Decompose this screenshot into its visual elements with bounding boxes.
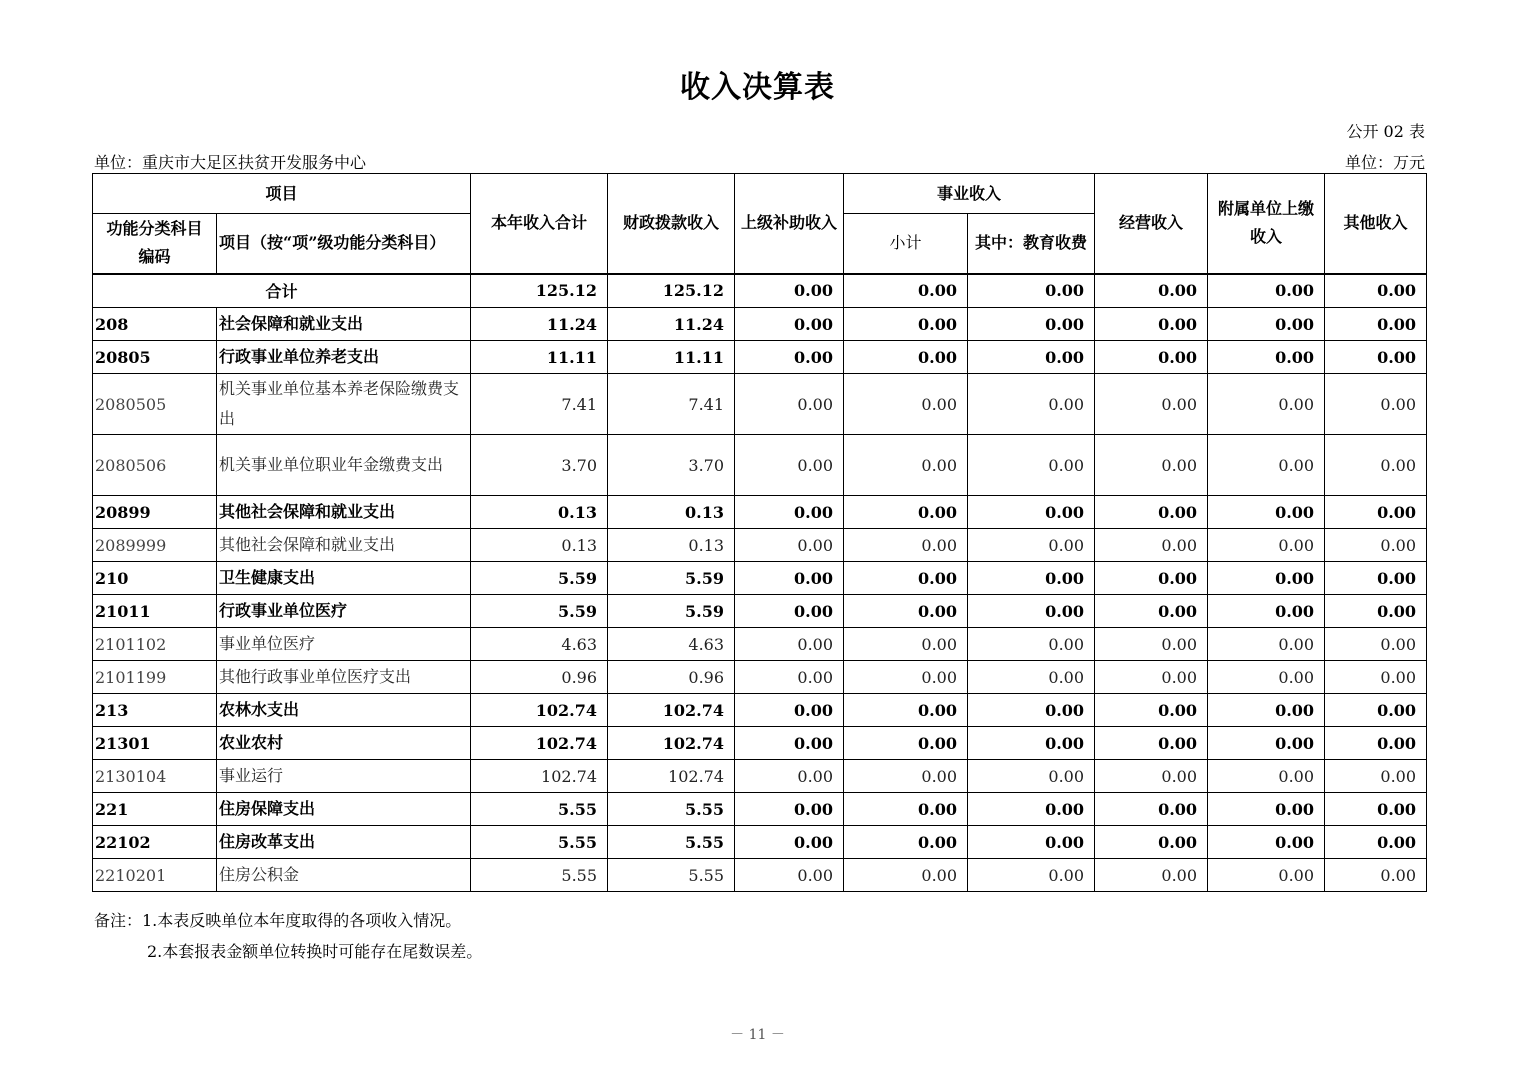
row-value: 7.41 xyxy=(608,374,735,435)
row-value: 11.24 xyxy=(608,308,735,341)
row-name: 卫生健康支出 xyxy=(217,562,471,595)
header-total-income: 本年收入合计 xyxy=(471,174,608,274)
row-code: 20805 xyxy=(93,341,217,374)
row-name: 住房改革支出 xyxy=(217,826,471,859)
total-value: 0.00 xyxy=(968,274,1095,308)
row-value: 102.74 xyxy=(471,727,608,760)
total-value: 125.12 xyxy=(608,274,735,308)
footnote-2: 2.本套报表金额单位转换时可能存在尾数误差。 xyxy=(147,942,483,961)
header-affiliate: 附属单位上缴收入 xyxy=(1208,174,1325,274)
row-value: 0.96 xyxy=(471,661,608,694)
row-value: 0.00 xyxy=(968,374,1095,435)
row-code: 2080506 xyxy=(93,435,217,496)
table-row xyxy=(93,727,1427,760)
row-code: 2080505 xyxy=(93,374,217,435)
row-value: 0.00 xyxy=(844,562,968,595)
row-value: 0.13 xyxy=(608,496,735,529)
row-name: 机关事业单位职业年金缴费支出 xyxy=(217,435,471,496)
row-value: 0.00 xyxy=(1095,760,1208,793)
row-value: 0.00 xyxy=(735,727,844,760)
form-number: 公开 02 表 xyxy=(1346,122,1425,141)
row-value: 0.00 xyxy=(735,859,844,892)
row-value: 0.00 xyxy=(735,562,844,595)
row-code: 21301 xyxy=(93,727,217,760)
row-value: 0.00 xyxy=(1208,727,1325,760)
row-value: 0.00 xyxy=(1095,727,1208,760)
row-value: 5.59 xyxy=(608,562,735,595)
row-name: 其他社会保障和就业支出 xyxy=(217,529,471,562)
reporting-unit: 单位：重庆市大足区扶贫开发服务中心 xyxy=(94,153,367,172)
total-value: 0.00 xyxy=(844,274,968,308)
row-name: 农林水支出 xyxy=(217,694,471,727)
row-value: 0.00 xyxy=(968,694,1095,727)
row-value: 0.00 xyxy=(968,562,1095,595)
row-value: 4.63 xyxy=(608,628,735,661)
row-value: 0.00 xyxy=(735,661,844,694)
table-row xyxy=(93,496,1427,529)
row-value: 0.13 xyxy=(471,496,608,529)
row-value: 0.00 xyxy=(1208,826,1325,859)
table-row xyxy=(93,694,1427,727)
row-code: 213 xyxy=(93,694,217,727)
table-row xyxy=(93,793,1427,826)
row-value: 5.59 xyxy=(471,562,608,595)
row-value: 0.00 xyxy=(1095,793,1208,826)
row-value: 0.00 xyxy=(735,694,844,727)
row-value: 0.00 xyxy=(968,727,1095,760)
table-row xyxy=(93,374,1427,435)
table-row xyxy=(93,308,1427,341)
row-code: 2210201 xyxy=(93,859,217,892)
row-code: 210 xyxy=(93,562,217,595)
table-row xyxy=(93,562,1427,595)
row-value: 0.00 xyxy=(968,826,1095,859)
row-value: 5.55 xyxy=(471,826,608,859)
row-name: 行政事业单位医疗 xyxy=(217,595,471,628)
row-value: 0.00 xyxy=(844,826,968,859)
row-value: 0.00 xyxy=(1208,496,1325,529)
row-value: 0.00 xyxy=(1325,435,1427,496)
row-value: 0.00 xyxy=(1325,859,1427,892)
row-value: 5.55 xyxy=(471,793,608,826)
row-value: 0.00 xyxy=(735,496,844,529)
table-row xyxy=(93,859,1427,892)
row-value: 0.00 xyxy=(1095,435,1208,496)
row-value: 0.00 xyxy=(1095,496,1208,529)
row-value: 0.96 xyxy=(608,661,735,694)
row-value: 0.00 xyxy=(1208,694,1325,727)
table-row xyxy=(93,341,1427,374)
row-code: 2089999 xyxy=(93,529,217,562)
row-value: 0.00 xyxy=(735,374,844,435)
row-value: 0.00 xyxy=(844,694,968,727)
row-value: 0.00 xyxy=(1208,760,1325,793)
row-value: 0.00 xyxy=(968,595,1095,628)
header-education: 其中：教育收费 xyxy=(968,214,1095,274)
table-row xyxy=(93,529,1427,562)
header-other: 其他收入 xyxy=(1325,174,1427,274)
row-name: 农业农村 xyxy=(217,727,471,760)
row-name: 其他社会保障和就业支出 xyxy=(217,496,471,529)
row-value: 0.00 xyxy=(1325,760,1427,793)
table-row xyxy=(93,435,1427,496)
row-value: 7.41 xyxy=(471,374,608,435)
row-value: 0.00 xyxy=(735,435,844,496)
page-number: － 11 － xyxy=(730,1027,785,1043)
page-title: 收入决算表 xyxy=(680,70,835,105)
header-code: 功能分类科目编码 xyxy=(93,214,217,274)
row-name: 住房保障支出 xyxy=(217,793,471,826)
row-value: 0.00 xyxy=(1095,529,1208,562)
row-value: 0.00 xyxy=(968,661,1095,694)
row-value: 3.70 xyxy=(608,435,735,496)
row-value: 0.00 xyxy=(1325,595,1427,628)
row-value: 0.00 xyxy=(844,595,968,628)
row-value: 0.00 xyxy=(1208,308,1325,341)
header-operating: 经营收入 xyxy=(1095,174,1208,274)
row-value: 0.00 xyxy=(844,374,968,435)
row-value: 0.00 xyxy=(735,760,844,793)
row-value: 0.00 xyxy=(968,628,1095,661)
row-value: 0.00 xyxy=(1325,529,1427,562)
row-value: 0.00 xyxy=(844,341,968,374)
row-value: 0.00 xyxy=(735,308,844,341)
row-value: 5.59 xyxy=(608,595,735,628)
row-value: 4.63 xyxy=(471,628,608,661)
row-value: 0.00 xyxy=(1325,727,1427,760)
table-row xyxy=(93,826,1427,859)
footnote-1: 备注：1.本表反映单位本年度取得的各项收入情况。 xyxy=(94,911,462,930)
row-value: 0.00 xyxy=(1208,793,1325,826)
row-value: 0.13 xyxy=(608,529,735,562)
row-value: 0.00 xyxy=(1095,595,1208,628)
row-code: 22102 xyxy=(93,826,217,859)
row-value: 0.00 xyxy=(1208,859,1325,892)
row-value: 0.00 xyxy=(735,628,844,661)
row-value: 0.00 xyxy=(844,496,968,529)
row-value: 0.00 xyxy=(968,308,1095,341)
row-value: 102.74 xyxy=(608,760,735,793)
row-value: 0.00 xyxy=(844,661,968,694)
total-value: 125.12 xyxy=(471,274,608,308)
total-value: 0.00 xyxy=(735,274,844,308)
row-value: 0.00 xyxy=(844,727,968,760)
row-value: 0.00 xyxy=(844,859,968,892)
row-value: 0.00 xyxy=(1208,341,1325,374)
row-code: 2130104 xyxy=(93,760,217,793)
row-value: 0.00 xyxy=(1325,661,1427,694)
row-value: 0.00 xyxy=(844,308,968,341)
total-value: 0.00 xyxy=(1208,274,1325,308)
header-upper-subsidy: 上级补助收入 xyxy=(735,174,844,274)
row-value: 0.00 xyxy=(1095,859,1208,892)
row-code: 221 xyxy=(93,793,217,826)
row-value: 0.00 xyxy=(1325,341,1427,374)
row-value: 0.00 xyxy=(1325,826,1427,859)
row-value: 5.55 xyxy=(608,859,735,892)
row-value: 0.00 xyxy=(1095,661,1208,694)
row-value: 0.13 xyxy=(471,529,608,562)
row-value: 0.00 xyxy=(968,859,1095,892)
row-value: 0.00 xyxy=(735,595,844,628)
row-value: 102.74 xyxy=(471,760,608,793)
row-value: 0.00 xyxy=(1095,694,1208,727)
row-code: 2101199 xyxy=(93,661,217,694)
row-value: 0.00 xyxy=(844,435,968,496)
row-value: 0.00 xyxy=(1325,374,1427,435)
row-value: 0.00 xyxy=(844,529,968,562)
row-value: 0.00 xyxy=(844,760,968,793)
total-row xyxy=(93,274,1427,308)
header-name: 项目（按“项”级功能分类科目） xyxy=(217,214,471,274)
row-value: 0.00 xyxy=(968,529,1095,562)
header-business-income: 事业收入 xyxy=(844,174,1095,214)
row-name: 事业单位医疗 xyxy=(217,628,471,661)
row-value: 0.00 xyxy=(968,435,1095,496)
currency-unit: 单位：万元 xyxy=(1344,153,1425,172)
row-value: 0.00 xyxy=(1095,374,1208,435)
row-value: 0.00 xyxy=(844,793,968,826)
header-subtotal: 小计 xyxy=(844,214,968,274)
row-value: 5.55 xyxy=(471,859,608,892)
row-value: 0.00 xyxy=(1325,562,1427,595)
row-value: 11.11 xyxy=(471,341,608,374)
income-statement-table xyxy=(92,173,1427,892)
row-code: 208 xyxy=(93,308,217,341)
row-value: 11.11 xyxy=(608,341,735,374)
footnotes xyxy=(94,905,482,967)
row-value: 0.00 xyxy=(968,793,1095,826)
row-value: 0.00 xyxy=(968,496,1095,529)
row-name: 住房公积金 xyxy=(217,859,471,892)
row-value: 0.00 xyxy=(1325,694,1427,727)
row-value: 5.55 xyxy=(608,793,735,826)
row-value: 0.00 xyxy=(735,793,844,826)
row-value: 0.00 xyxy=(735,529,844,562)
row-value: 0.00 xyxy=(1095,628,1208,661)
header-fiscal: 财政拨款收入 xyxy=(608,174,735,274)
table-row xyxy=(93,760,1427,793)
row-value: 11.24 xyxy=(471,308,608,341)
row-value: 0.00 xyxy=(735,826,844,859)
row-value: 102.74 xyxy=(471,694,608,727)
row-value: 0.00 xyxy=(968,760,1095,793)
table-row xyxy=(93,595,1427,628)
row-value: 0.00 xyxy=(1208,529,1325,562)
row-name: 事业运行 xyxy=(217,760,471,793)
row-value: 0.00 xyxy=(1208,374,1325,435)
row-value: 5.55 xyxy=(608,826,735,859)
row-value: 0.00 xyxy=(1325,308,1427,341)
row-value: 0.00 xyxy=(1095,341,1208,374)
row-value: 0.00 xyxy=(1095,826,1208,859)
row-name: 行政事业单位养老支出 xyxy=(217,341,471,374)
row-value: 5.59 xyxy=(471,595,608,628)
row-value: 0.00 xyxy=(1208,661,1325,694)
row-value: 102.74 xyxy=(608,694,735,727)
row-value: 102.74 xyxy=(608,727,735,760)
row-value: 0.00 xyxy=(735,341,844,374)
row-value: 0.00 xyxy=(968,341,1095,374)
row-value: 3.70 xyxy=(471,435,608,496)
row-value: 0.00 xyxy=(1325,793,1427,826)
row-name: 机关事业单位基本养老保险缴费支出 xyxy=(217,374,471,435)
row-name: 社会保障和就业支出 xyxy=(217,308,471,341)
row-code: 20899 xyxy=(93,496,217,529)
row-name: 其他行政事业单位医疗支出 xyxy=(217,661,471,694)
header-item: 项目 xyxy=(93,174,471,214)
row-value: 0.00 xyxy=(1095,562,1208,595)
total-label: 合计 xyxy=(93,274,471,308)
row-code: 2101102 xyxy=(93,628,217,661)
row-value: 0.00 xyxy=(1095,308,1208,341)
total-value: 0.00 xyxy=(1325,274,1427,308)
row-value: 0.00 xyxy=(1325,496,1427,529)
row-value: 0.00 xyxy=(1325,628,1427,661)
row-value: 0.00 xyxy=(1208,595,1325,628)
row-value: 0.00 xyxy=(1208,628,1325,661)
total-value: 0.00 xyxy=(1095,274,1208,308)
table-row xyxy=(93,661,1427,694)
row-value: 0.00 xyxy=(1208,435,1325,496)
row-value: 0.00 xyxy=(1208,562,1325,595)
table-row xyxy=(93,628,1427,661)
row-code: 21011 xyxy=(93,595,217,628)
row-value: 0.00 xyxy=(844,628,968,661)
